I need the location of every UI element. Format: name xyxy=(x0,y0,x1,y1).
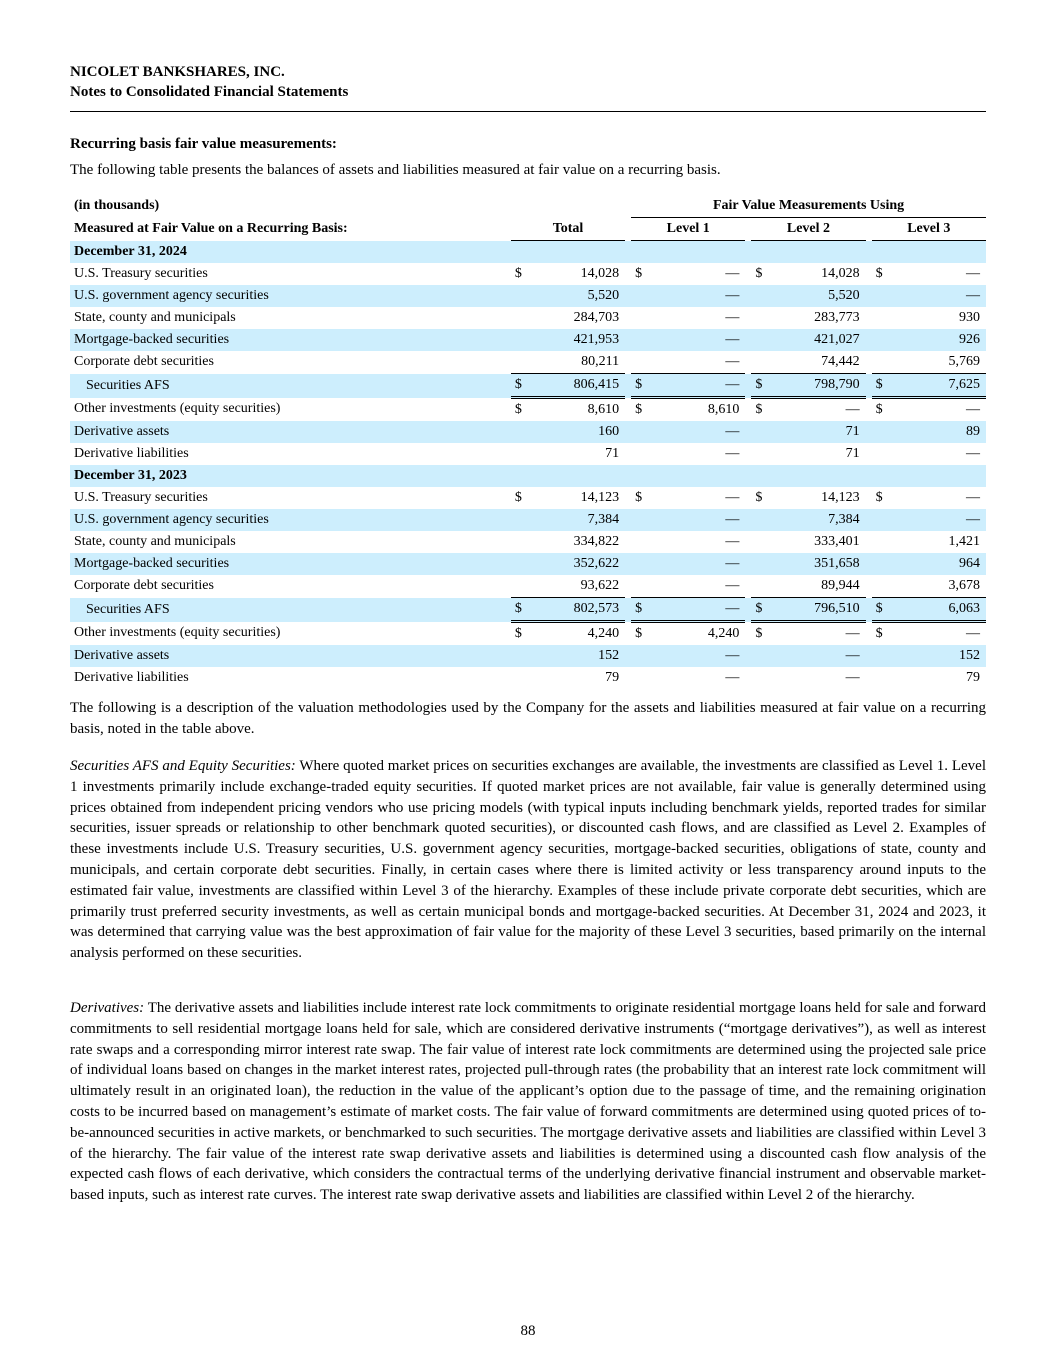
period-label: December 31, 2023 xyxy=(70,465,986,487)
cell-level3: 6,063 xyxy=(886,598,986,622)
currency-symbol: $ xyxy=(755,626,763,641)
cell-level2: 71 xyxy=(765,421,865,443)
table-row xyxy=(70,351,986,374)
row-label: Mortgage-backed securities xyxy=(70,553,511,575)
section-intro: The following table presents the balances of assets and liabilities measured at fair value on a recurring basis. xyxy=(70,162,721,178)
period-row xyxy=(70,465,986,487)
paragraph-derivatives-body: The derivative assets and liabilities include interest rate lock commitments to originate residential mortgage loans held for sale and forward commitments to sell residential mortgage loans held for sale, which are considered derivative instruments (“mortgage derivatives”), as well as interest rate swaps and a corresponding mirror interest rate swap. The fair value of interest rate lock commitments are determined using the projected sale price of individual loans based on changes in the market interest rates, projected pull-through rates (the probability that an interest rate lock commitment will ultimately result in an originated loan), the reduction in the value of the applicant’s option due to the passage of time, and the remaining origination costs to be incurred based on management’s estimate of market costs. The fair value of forward commitments are determined using quoted prices of to-be-announced securities in active markets, or benchmarked to such securities. The mortgage derivative assets and liabilities are classified within Level 3 of the hierarchy. The fair value of the interest rate swap derivative assets and liabilities is determined using a discounted cash flow analysis of the expected cash flows of each derivative, which considers the contractual terms of the underlying derivative financial instrument and observable market-based inputs, such as interest rate curves. The interest rate swap derivative assets and liabilities are classified within Level 2 of the hierarchy. xyxy=(70,1000,986,1204)
column-header-total: Total xyxy=(511,218,625,241)
row-label: U.S. Treasury securities xyxy=(74,490,208,505)
currency-symbol: $ xyxy=(514,490,522,505)
currency-symbol: $ xyxy=(514,626,522,641)
page-number: 88 xyxy=(520,1323,536,1339)
row-label: U.S. government agency securities xyxy=(70,285,511,307)
cell-level2: — xyxy=(845,626,860,641)
paragraph-securities-lead: Securities AFS and Equity Securities: xyxy=(70,758,296,774)
currency-symbol: $ xyxy=(875,402,883,417)
currency-symbol: $ xyxy=(631,374,645,398)
cell-total: 14,028 xyxy=(580,266,620,281)
units-label: (in thousands) xyxy=(74,198,160,214)
cell-level1: — xyxy=(725,354,740,369)
cell-total: 4,240 xyxy=(587,626,620,641)
table-row xyxy=(70,531,986,553)
table-row xyxy=(70,263,986,285)
currency-symbol: $ xyxy=(751,598,765,622)
cell-level3: 3,678 xyxy=(948,578,980,593)
row-label: Other investments (equity securities) xyxy=(74,401,281,417)
cell-total: 71 xyxy=(605,446,620,461)
currency-symbol: $ xyxy=(635,626,643,641)
paragraph-derivatives xyxy=(70,998,986,1206)
currency-symbol: $ xyxy=(514,402,522,417)
row-label: State, county and municipals xyxy=(74,534,236,549)
cell-level2: 74,442 xyxy=(821,354,860,369)
row-label: U.S. government agency securities xyxy=(70,509,511,531)
row-label: Derivative assets xyxy=(70,645,511,667)
cell-level3: — xyxy=(966,446,980,461)
cell-level2: 351,658 xyxy=(765,553,865,575)
row-label: Corporate debt securities xyxy=(74,354,214,370)
cell-level3: — xyxy=(966,490,980,505)
section-title: Recurring basis fair value measurements: xyxy=(70,136,337,152)
cell-total: 5,520 xyxy=(525,285,625,307)
row-label: Derivative liabilities xyxy=(74,670,189,685)
cell-level2: 5,520 xyxy=(765,285,865,307)
row-label: Mortgage-backed securities xyxy=(70,329,511,351)
currency-symbol: $ xyxy=(511,598,525,622)
cell-level3: 152 xyxy=(886,645,986,667)
cell-level1: — xyxy=(725,490,740,505)
cell-level3: — xyxy=(886,285,986,307)
cell-level3: 930 xyxy=(959,310,980,325)
cell-total: 14,123 xyxy=(580,490,620,505)
cell-total: 284,703 xyxy=(573,310,620,325)
paragraph-derivatives-lead: Derivatives: xyxy=(70,1000,145,1016)
cell-total: 352,622 xyxy=(525,553,625,575)
row-label: Corporate debt securities xyxy=(74,578,214,594)
group-header: Fair Value Measurements Using xyxy=(631,195,986,218)
currency-symbol: $ xyxy=(755,402,763,417)
row-label: Derivative liabilities xyxy=(74,446,189,461)
cell-level1: — xyxy=(725,310,740,325)
period-row xyxy=(70,241,986,264)
cell-level2: — xyxy=(845,670,860,685)
row-label: Other investments (equity securities) xyxy=(74,625,281,641)
period-label: December 31, 2024 xyxy=(70,241,986,264)
document-header xyxy=(70,62,348,102)
cell-level2: 7,384 xyxy=(765,509,865,531)
currency-symbol: $ xyxy=(635,266,643,281)
cell-level2: 14,028 xyxy=(821,266,860,281)
table-row xyxy=(70,398,986,422)
table-row xyxy=(70,307,986,329)
currency-symbol: $ xyxy=(751,374,765,398)
cell-total: 802,573 xyxy=(525,598,625,622)
cell-level3: 89 xyxy=(886,421,986,443)
table-row xyxy=(70,553,986,575)
row-label: Securities AFS xyxy=(70,598,511,622)
currency-symbol: $ xyxy=(875,626,883,641)
cell-total: 7,384 xyxy=(525,509,625,531)
fair-value-table xyxy=(70,195,986,689)
cell-level3: 964 xyxy=(886,553,986,575)
paragraph-intro: The following is a description of the valuation methodologies used by the Company for the assets and liabilities measured at fair value on a recurring basis, noted in the table above. xyxy=(70,700,986,737)
currency-symbol: $ xyxy=(755,266,763,281)
cell-total: 79 xyxy=(605,670,620,685)
cell-level1: 4,240 xyxy=(707,626,740,641)
table-row xyxy=(70,443,986,465)
currency-symbol: $ xyxy=(631,598,645,622)
table-row xyxy=(70,285,986,307)
row-label: U.S. Treasury securities xyxy=(74,266,208,281)
table-row xyxy=(70,645,986,667)
table-row xyxy=(70,622,986,646)
currency-symbol: $ xyxy=(872,374,886,398)
column-header-level2: Level 2 xyxy=(751,218,865,241)
table-row xyxy=(70,667,986,689)
column-header-level3: Level 3 xyxy=(872,218,986,241)
table-row xyxy=(70,487,986,509)
currency-symbol: $ xyxy=(635,490,643,505)
currency-symbol: $ xyxy=(514,266,522,281)
cell-level2: — xyxy=(765,645,865,667)
cell-total: 8,610 xyxy=(587,402,620,417)
column-header-level1: Level 1 xyxy=(631,218,745,241)
paragraph-securities-body: Where quoted market prices on securities exchanges are available, the investments are classified as Level 1. Level 1 investments primarily include exchange-traded equity securities. If quoted market prices are not available, fair value is generally determined using prices obtained from independent pricing vendors who use pricing models (with typical inputs including benchmark yields, reported trades for similar securities, issuer spreads or relationship to other benchmark quoted securities), or discounted cash flows, and are classified as Level 2. Examples of these investments include U.S. Treasury securities, U.S. government agency securities, mortgage-backed securities, obligations of state, county and municipals, and certain corporate debt securities. Finally, in certain cases where there is limited activity or less transparency around inputs to the estimated fair value, investments are classified within Level 3 of the hierarchy. Examples of these include private corporate debt securities, which are primarily trust preferred security investments, as well as certain municipal bonds and mortgage-backed securities. At December 31, 2024 and 2023, it was determined that carrying value was the best approximation of fair value for the majority of these Level 3 securities, based primarily on the internal analysis performed on these securities. xyxy=(70,758,986,962)
cell-level3: — xyxy=(966,626,980,641)
cell-level3: 7,625 xyxy=(886,374,986,398)
cell-level2: 283,773 xyxy=(814,310,860,325)
cell-level2: — xyxy=(845,402,860,417)
cell-total: 421,953 xyxy=(525,329,625,351)
cell-total: 152 xyxy=(525,645,625,667)
currency-symbol: $ xyxy=(872,598,886,622)
cell-level1: — xyxy=(645,329,745,351)
cell-level2: 421,027 xyxy=(765,329,865,351)
company-name: NICOLET BANKSHARES, INC. xyxy=(70,64,285,80)
cell-total: 93,622 xyxy=(580,578,620,593)
paragraph-securities xyxy=(70,756,986,964)
cell-level1: — xyxy=(645,285,745,307)
cell-level1: — xyxy=(725,266,740,281)
currency-symbol: $ xyxy=(635,402,643,417)
cell-level3: 1,421 xyxy=(948,534,980,549)
table-row xyxy=(70,575,986,598)
header-rule xyxy=(70,111,986,112)
cell-level1: — xyxy=(645,509,745,531)
cell-level3: 926 xyxy=(886,329,986,351)
cell-level1: — xyxy=(725,578,740,593)
table-row xyxy=(70,374,986,398)
cell-level3: 79 xyxy=(966,670,980,685)
cell-level2: 14,123 xyxy=(821,490,860,505)
cell-level1: — xyxy=(645,598,745,622)
cell-total: 160 xyxy=(525,421,625,443)
table-row xyxy=(70,598,986,622)
cell-level1: 8,610 xyxy=(707,402,740,417)
cell-level3: — xyxy=(966,402,980,417)
row-label: Securities AFS xyxy=(70,374,511,398)
table-header-row-1 xyxy=(70,195,986,218)
cell-total: 334,822 xyxy=(573,534,620,549)
table-row xyxy=(70,421,986,443)
row-label: Derivative assets xyxy=(70,421,511,443)
cell-total: 80,211 xyxy=(581,354,620,369)
cell-level2: 796,510 xyxy=(765,598,865,622)
cell-total: 806,415 xyxy=(525,374,625,398)
cell-level1: — xyxy=(725,670,740,685)
cell-level1: — xyxy=(645,374,745,398)
cell-level2: 798,790 xyxy=(765,374,865,398)
table-header-row-2 xyxy=(70,218,986,241)
column-header-label: Measured at Fair Value on a Recurring Basis: xyxy=(74,221,348,236)
table-body xyxy=(70,241,986,690)
row-label: State, county and municipals xyxy=(74,310,236,325)
cell-level1: — xyxy=(645,645,745,667)
currency-symbol: $ xyxy=(511,374,525,398)
cell-level3: — xyxy=(886,509,986,531)
cell-level2: 71 xyxy=(845,446,860,461)
cell-level2: 89,944 xyxy=(821,578,860,593)
cell-level3: 5,769 xyxy=(948,354,980,369)
cell-level3: — xyxy=(966,266,980,281)
cell-level1: — xyxy=(645,553,745,575)
header-subtitle: Notes to Consolidated Financial Statements xyxy=(70,84,349,100)
currency-symbol: $ xyxy=(755,490,763,505)
cell-level1: — xyxy=(725,534,740,549)
cell-level1: — xyxy=(725,446,740,461)
table-row xyxy=(70,329,986,351)
table-row xyxy=(70,509,986,531)
cell-level2: 333,401 xyxy=(814,534,860,549)
currency-symbol: $ xyxy=(875,490,883,505)
currency-symbol: $ xyxy=(875,266,883,281)
cell-level1: — xyxy=(645,421,745,443)
